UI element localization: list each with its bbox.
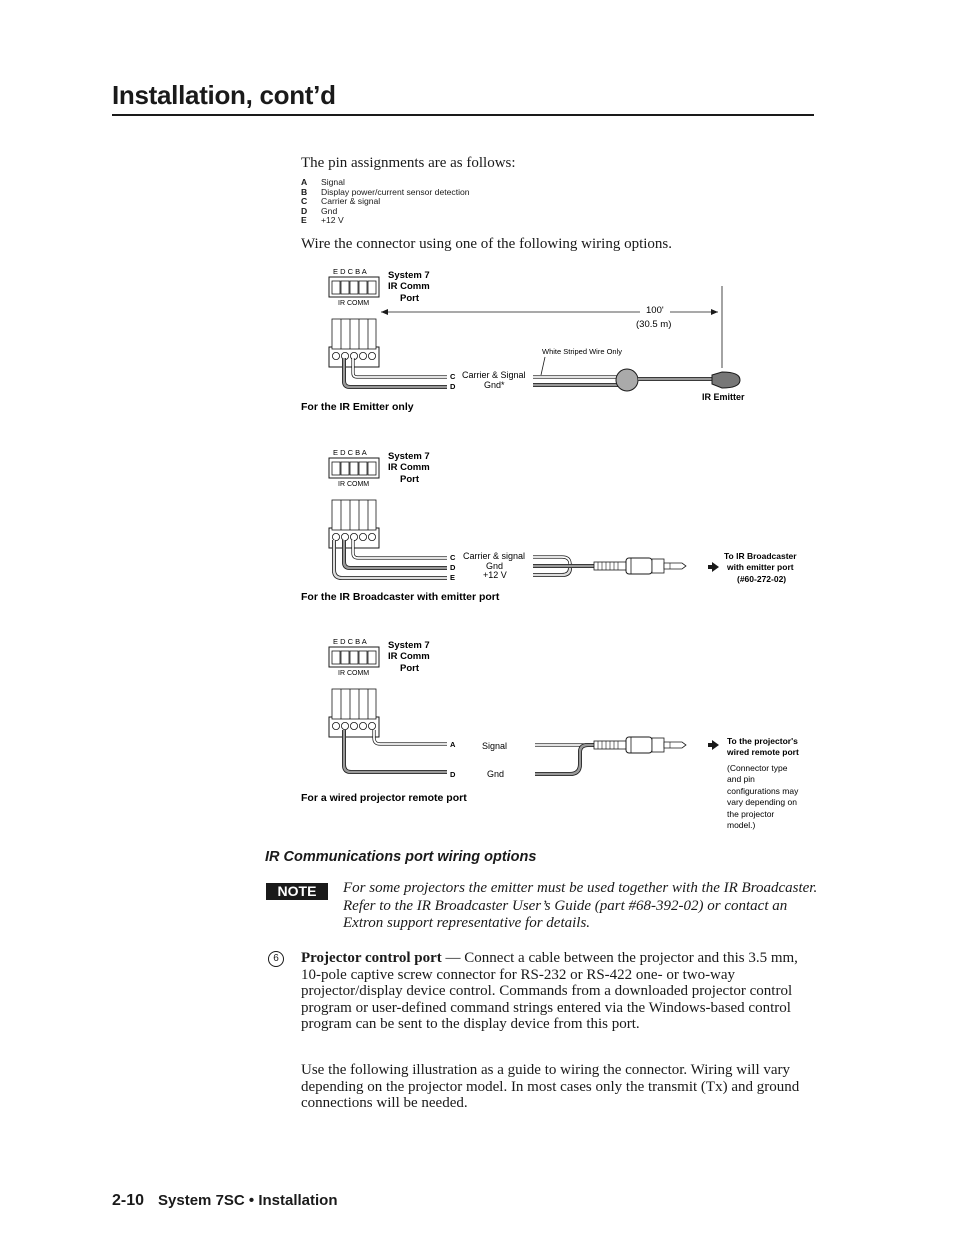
end-note: configurations may: [727, 786, 799, 796]
wire-note: White Striped Wire Only: [542, 347, 623, 356]
port-label: Port: [400, 293, 419, 304]
wire-label: Carrier & Signal: [462, 370, 526, 380]
connector-sub: IR COMM: [338, 300, 370, 307]
footer-text: System 7SC • Installation: [158, 1192, 338, 1209]
diagram-caption: For the IR Broadcaster with emitter port: [301, 591, 500, 603]
pin-key: D: [301, 205, 308, 216]
pin-intro: The pin assignments are as follows:: [301, 155, 516, 171]
pin-e-label: E: [450, 573, 456, 582]
end-note: and pin: [727, 774, 755, 784]
pin-d-label: D: [450, 563, 456, 572]
pin-desc: Signal: [321, 177, 345, 187]
port-label: IR Comm: [388, 651, 430, 662]
wire-label: Gnd*: [484, 380, 505, 390]
pin-key: E: [301, 215, 307, 226]
port-label: IR Comm: [388, 462, 430, 473]
page-title: Installation, cont’d: [112, 80, 336, 110]
distance-metric: (30.5 m): [636, 319, 672, 330]
diagram-caption: For a wired projector remote port: [301, 792, 467, 804]
pin-a-label: A: [450, 740, 456, 749]
connector-sub: IR COMM: [338, 481, 370, 488]
diagram-ir-broadcaster: [301, 448, 797, 603]
step-paragraph-2: Use the following illustration as a guide to wiring the connector. Wiring will vary depending on the projector model. In most cases only the transmit (Tx) and ground connections will be needed.: [301, 1062, 800, 1112]
port-label: System 7: [388, 451, 430, 462]
port-label: Port: [400, 663, 419, 674]
wire-label: Gnd: [487, 769, 505, 779]
pin-c-label: C: [450, 372, 456, 381]
connector-letters: E D C B A: [333, 637, 367, 646]
pin-key: A: [301, 177, 308, 187]
figure-caption: IR Communications port wiring options: [265, 849, 537, 865]
pin-desc: Display power/current sensor detection: [321, 186, 470, 197]
pin-d-label: D: [450, 770, 456, 779]
distance-label: 100': [646, 305, 664, 316]
step-number-badge: 6: [268, 951, 284, 967]
port-label: IR Comm: [388, 281, 430, 292]
wire-label: Gnd: [486, 561, 504, 571]
page-number: 2-10: [112, 1192, 145, 1209]
connector-letters: E D C B A: [333, 448, 367, 457]
wire-label: +12 V: [483, 570, 507, 580]
pin-desc: Carrier & signal: [321, 196, 381, 207]
end-label: with emitter port: [727, 562, 794, 572]
end-label: To IR Broadcaster: [724, 551, 797, 561]
pin-key: B: [301, 186, 308, 197]
diagram-wired-remote: [301, 637, 799, 830]
connector-sub: IR COMM: [338, 670, 370, 677]
end-label: wired remote port: [727, 747, 799, 757]
end-note: vary depending on: [727, 797, 797, 807]
note-text: For some projectors the emitter must be used together with the IR Broadcaster. Refer to the IR Broadcaster User’s Guide (part #68-392-02) or contact an Extron support representative for details.: [343, 880, 818, 931]
step-text: — Connect a cable between the projector and this 3.5 mm, 10-pole captive screw connector for RS-232 or RS-422 one- or two-way projector/display device control. Commands from a downloaded projector control program or user-defined command strings entered via the Windows-based control program can be sent to the display device from this port.: [301, 950, 798, 1033]
end-note: model.): [727, 820, 756, 830]
end-note: (Connector type: [727, 763, 788, 773]
ir-emitter-label: IR Emitter: [702, 392, 745, 402]
port-label: System 7: [388, 640, 430, 651]
pin-d-label: D: [450, 382, 456, 391]
port-label: Port: [400, 474, 419, 485]
diagram-caption: For the IR Emitter only: [301, 401, 414, 413]
end-note: the projector: [727, 809, 775, 819]
page-footer: [112, 1192, 338, 1210]
note-badge: NOTE: [266, 883, 328, 900]
pin-desc: Gnd: [321, 205, 338, 216]
diagram-ir-emitter: [301, 267, 745, 413]
wire-label: Carrier & signal: [463, 551, 526, 561]
end-label: To the projector's: [727, 736, 798, 746]
connector-letters: E D C B A: [333, 267, 367, 276]
step-paragraph: [301, 950, 811, 1033]
wiring-intro: Wire the connector using one of the following wiring options.: [301, 236, 672, 252]
step-term: Projector control port: [301, 950, 442, 966]
wire-label: Signal: [482, 741, 508, 751]
pin-desc: +12 V: [321, 215, 344, 226]
port-label: System 7: [388, 270, 430, 281]
pin-key: C: [301, 196, 308, 207]
pin-c-label: C: [450, 553, 456, 562]
end-label: (#60-272-02): [737, 574, 787, 584]
